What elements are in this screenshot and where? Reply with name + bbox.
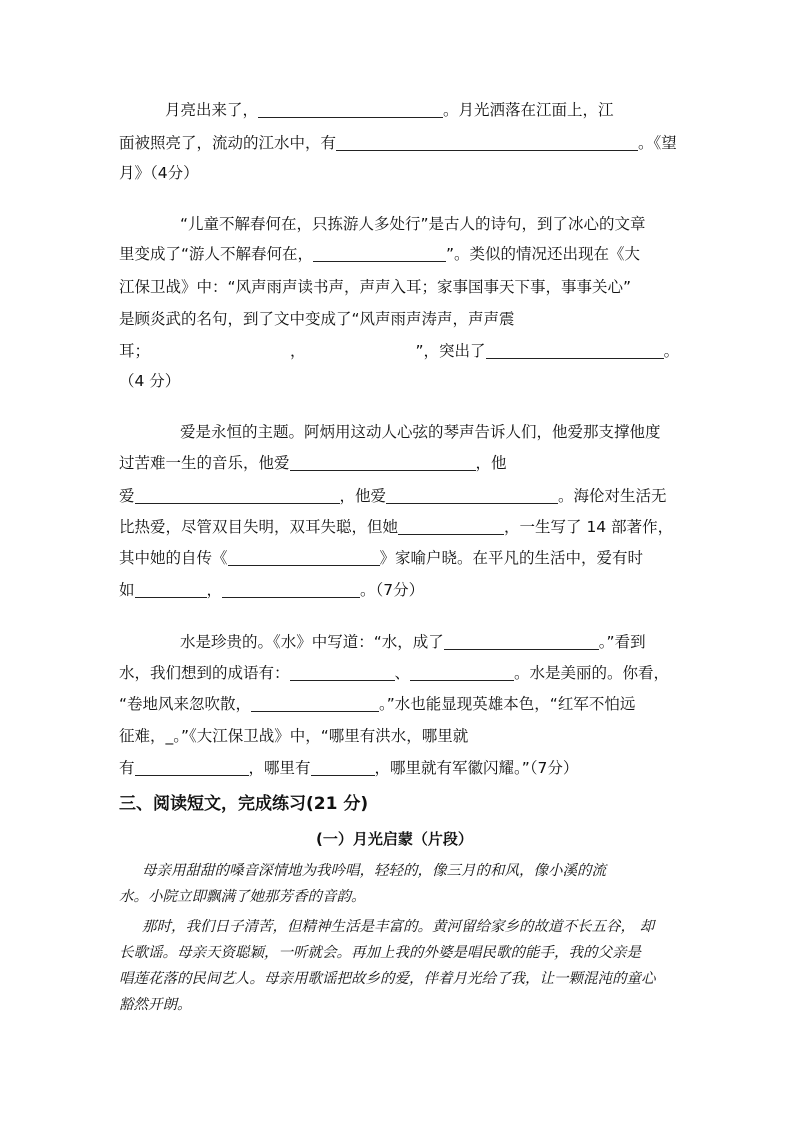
- answer-blank[interactable]: [135, 581, 207, 598]
- text-line: 爱是永恒的主题。阿炳用这动人心弦的琴声告诉人们，他爱那支撑他度: [180, 423, 661, 441]
- text-line: 月》（4分）: [119, 164, 199, 182]
- answer-blank[interactable]: [135, 759, 249, 776]
- answer-blank[interactable]: [313, 245, 446, 262]
- section-heading: 三、阅读短文，完成练习(21 分): [119, 794, 369, 814]
- text-line: 有 ，哪里有 ，哪里就有军徽闪耀。”（7分）: [119, 759, 579, 777]
- answer-blank[interactable]: [311, 759, 375, 776]
- answer-blank[interactable]: [336, 134, 638, 151]
- passage-title: (一）月光启蒙（片段）: [316, 830, 473, 848]
- answer-blank[interactable]: [228, 549, 380, 566]
- answer-blank[interactable]: [398, 518, 504, 535]
- text-line: 征难，_。”《大江保卫战》中，“哪里有洪水，哪里就: [119, 727, 469, 745]
- text-line: 水，我们想到的成语有： 、 。水是美丽的。你看，: [119, 664, 670, 682]
- passage-line: 唱莲花落的民间艺人。母亲用歌谣把故乡的爱，伴着月光给了我，让一颗混沌的童心: [119, 971, 656, 987]
- answer-blank[interactable]: [410, 664, 514, 681]
- text-line: “儿童不解春何在，只拣游人多处行”是古人的诗句，到了冰心的文章: [180, 215, 646, 233]
- text-line: 如 ， 。（7分）: [119, 581, 425, 599]
- passage-line: 那时，我们日子清苦，但精神生活是丰富的。黄河留给家乡的故道不长五谷， 却: [142, 919, 655, 935]
- text-line: 耳； ， ”，突出了 。: [119, 342, 680, 360]
- text-line: 过苦难一生的音乐，他爱 ，他: [119, 454, 507, 472]
- text-line: 爱 ，他爱 。海伦对生活无: [119, 487, 667, 505]
- text-line: “卷地风来忽吹散， 。”水也能显现英雄本色，“红军不怕远: [119, 695, 636, 713]
- answer-blank[interactable]: [444, 633, 599, 650]
- passage-line: 母亲用甜甜的嗓音深情地为我吟唱，轻轻的，像三月的和风，像小溪的流: [142, 863, 606, 879]
- answer-blank[interactable]: [222, 581, 360, 598]
- text-line: 江保卫战》中：“风声雨声读书声，声声入耳；家事国事天下事，事事关心”: [119, 278, 632, 296]
- answer-blank[interactable]: [486, 342, 664, 359]
- text-line: 里变成了“游人不解春何在， ”。类似的情况还出现在《大: [119, 245, 641, 263]
- text-line: 水是珍贵的。《水》中写道：“水，成了 。”看到: [180, 633, 646, 651]
- text-line: 是顾炎武的名句，到了文中变成了“风声雨声涛声，声声震: [119, 310, 515, 328]
- answer-blank[interactable]: [290, 664, 395, 681]
- answer-blank[interactable]: [251, 695, 379, 712]
- text-line: 月亮出来了， 。月光洒落在江面上，江: [165, 101, 614, 119]
- text-line: 面被照亮了，流动的江水中，有 。《望: [119, 134, 677, 152]
- passage-line: 长歌谣。母亲天资聪颖，一听就会。再加上我的外婆是唱民歌的能手，我的父亲是: [119, 945, 641, 961]
- passage-line: 水。小院立即飘满了她那芳香的音韵。: [119, 889, 366, 905]
- text-line: 比热爱，尽管双目失明，双耳失聪，但她 ，一生写了 14 部著作，: [119, 518, 674, 536]
- passage-line: 豁然开朗。: [119, 997, 192, 1013]
- text-line: 其中她的自传《 》家喻户晓。在平凡的生活中，爱有时: [119, 549, 644, 567]
- text-line: （4 分）: [119, 372, 181, 390]
- answer-blank[interactable]: [258, 101, 443, 118]
- answer-blank[interactable]: [290, 454, 476, 471]
- answer-blank[interactable]: [386, 487, 558, 504]
- answer-blank[interactable]: [135, 487, 340, 504]
